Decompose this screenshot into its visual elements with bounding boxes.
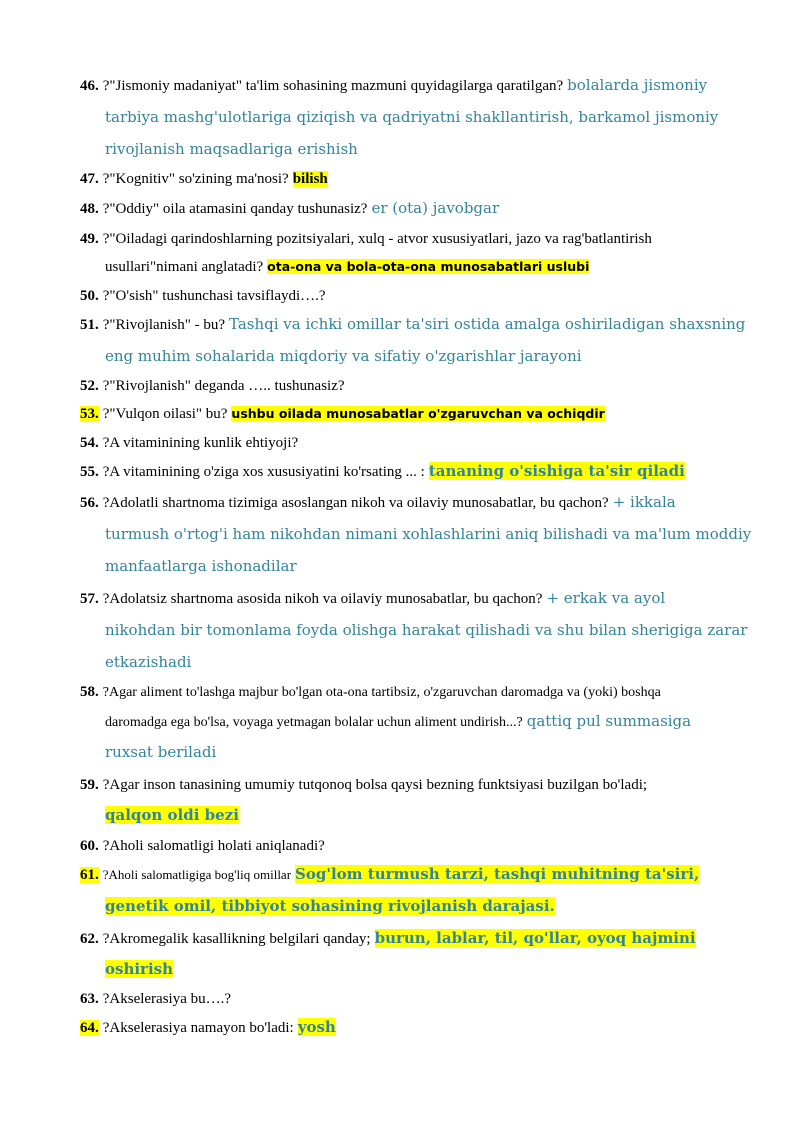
- question-number: 50.: [80, 288, 99, 304]
- answer-text: er (ota) javobgar: [371, 199, 500, 217]
- answer-text: tarbiya mashg'ulotlariga qiziqish va qadriyatni shakllantirish, barkamol jismoniy: [105, 108, 719, 126]
- question-text: ?Akselerasiya namayon bo'ladi:: [102, 1020, 294, 1036]
- question-number: 60.: [80, 838, 99, 854]
- question-number: 53.: [80, 406, 99, 422]
- answer-text: Tashqi va ichki omillar ta'siri ostida amalga oshiriladigan shaxsning: [228, 315, 746, 333]
- question-text: ?Adolatsiz shartnoma asosida nikoh va oilaviy munosabatlar, bu qachon?: [102, 591, 543, 607]
- question-text: ?"Oiladagi qarindoshlarning pozitsiyalari, xulq - atvor xususiyatlari, jazo va rag'batlantirish: [102, 231, 652, 247]
- answer-text: + ikkala: [612, 493, 676, 511]
- question-number: 58.: [80, 684, 99, 700]
- answer-text: yosh: [297, 1018, 336, 1036]
- question-text: daromadga ega bo'lsa, voyaga yetmagan bolalar uchun aliment undirish...?: [105, 715, 523, 730]
- question-text: ?Aholi salomatligi holati aniqlanadi?: [102, 838, 325, 854]
- question-number: 57.: [80, 591, 99, 607]
- answer-text: Sog'lom turmush tarzi, tashqi muhitning ta'siri,: [295, 865, 700, 883]
- answer-text: bolalarda jismoniy: [567, 76, 708, 94]
- question-text: ?"Jismoniy madaniyat" ta'lim sohasining mazmuni quyidagilarga qaratilgan?: [102, 78, 564, 94]
- answer-text: ushbu oilada munosabatlar o'zgaruvchan va ochiqdir: [231, 406, 605, 421]
- question-text: ?Agar aliment to'lashga majbur bo'lgan ota-ona tartibsiz, o'zgaruvchan daromadga va (yoki) boshqa: [102, 685, 661, 700]
- question-number: 61.: [80, 867, 99, 883]
- answer-text: manfaatlarga ishonadilar: [105, 557, 297, 575]
- question-text: usullari"nimani anglatadi?: [105, 259, 264, 275]
- question-number: 48.: [80, 201, 99, 217]
- question-number: 55.: [80, 464, 99, 480]
- question-text: ?Aholi salomatligiga bog'liq omillar: [102, 867, 292, 882]
- question-number: 49.: [80, 231, 99, 247]
- answer-text: bilish: [292, 171, 328, 187]
- question-text: ?Agar inson tanasining umumiy tutqonoq bolsa qaysi bezning funktsiyasi buzilgan bo'ladi;: [102, 777, 648, 793]
- question-number: 59.: [80, 777, 99, 793]
- question-number: 56.: [80, 495, 99, 511]
- answer-text: tananing o'sishiga ta'sir qiladi: [428, 462, 685, 480]
- answer-text: nikohdan bir tomonlama foyda olishga harakat qilishadi va shu bilan sherigiga zarar: [105, 621, 748, 639]
- question-text: ?Adolatli shartnoma tizimiga asoslangan nikoh va oilaviy munosabatlar, bu qachon?: [102, 495, 609, 511]
- answer-text: etkazishadi: [105, 653, 192, 671]
- question-number: 46.: [80, 78, 99, 94]
- question-number: 52.: [80, 378, 99, 394]
- question-number: 47.: [80, 171, 99, 187]
- answer-text: ota-ona va bola-ota-ona munosabatlari uslubi: [267, 259, 590, 274]
- question-number: 51.: [80, 317, 99, 333]
- answer-text: oshirish: [105, 960, 174, 978]
- question-text: ?Akselerasiya bu….?: [102, 991, 232, 1007]
- question-text: ?"Rivojlanish" deganda ….. tushunasiz?: [102, 378, 345, 394]
- question-text: ?"Kognitiv" so'zining ma'nosi?: [102, 171, 289, 187]
- answer-text: + erkak va ayol: [546, 589, 666, 607]
- question-number: 62.: [80, 931, 99, 947]
- answer-text: burun, lablar, til, qo'llar, oyoq hajmini: [374, 929, 696, 947]
- question-number: 63.: [80, 991, 99, 1007]
- answer-text: turmush o'rtog'i ham nikohdan nimani xohlashlarini aniq bilishadi va ma'lum moddiy: [105, 525, 752, 543]
- question-text: ?"O'sish" tushunchasi tavsiflaydi….?: [102, 288, 326, 304]
- question-text: ?A vitaminining kunlik ehtiyoji?: [102, 435, 299, 451]
- question-text: ?"Oddiy" oila atamasini qanday tushunasiz?: [102, 201, 368, 217]
- question-text: ?Akromegalik kasallikning belgilari qanday;: [102, 931, 371, 947]
- question-text: ?A vitaminining o'ziga xos xususiyatini ko'rsating ... :: [102, 464, 425, 480]
- question-text: ?"Rivojlanish" - bu?: [102, 317, 225, 333]
- question-text: ?"Vulqon oilasi" bu?: [102, 406, 228, 422]
- answer-text: genetik omil, tibbiyot sohasining rivojlanish darajasi.: [105, 897, 555, 915]
- answer-text: ruxsat beriladi: [105, 743, 217, 761]
- question-number: 54.: [80, 435, 99, 451]
- answer-text: rivojlanish maqsadlariga erishish: [105, 140, 358, 158]
- answer-text: qattiq pul summasiga: [526, 712, 692, 730]
- question-number: 64.: [80, 1020, 99, 1036]
- answer-text: qalqon oldi bezi: [105, 806, 239, 824]
- answer-text: eng muhim sohalarida miqdoriy va sifatiy o'zgarishlar jarayoni: [105, 347, 582, 365]
